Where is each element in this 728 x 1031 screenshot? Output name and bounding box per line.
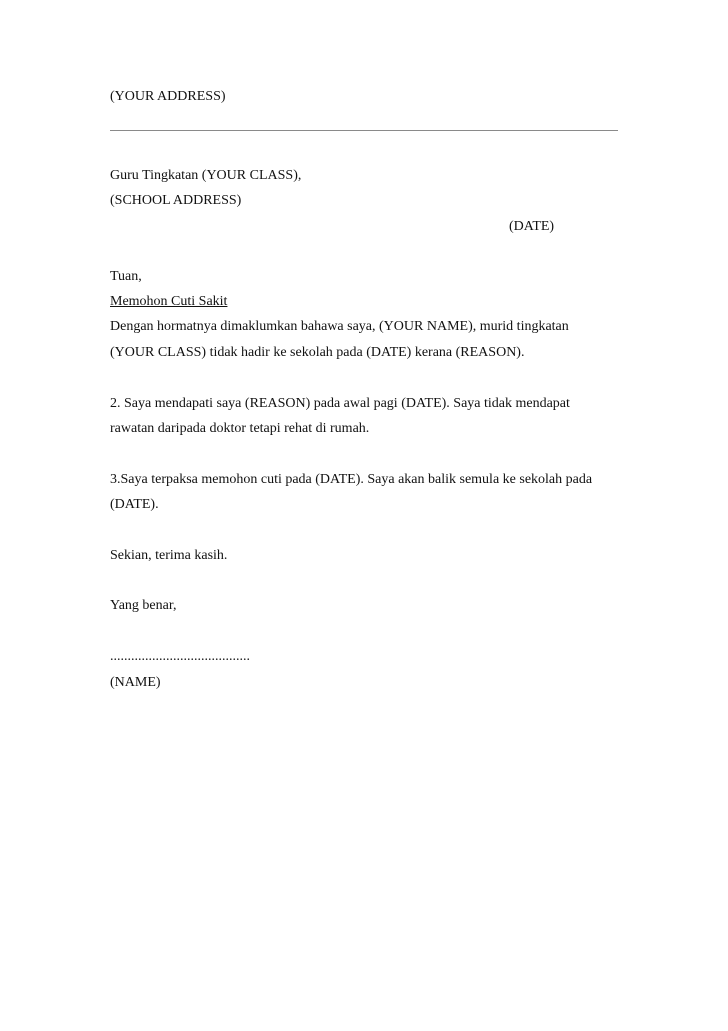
paragraph-1-line-2: (YOUR CLASS) tidak hadir ke sekolah pada (DATE) kerana (REASON). <box>110 345 525 360</box>
paragraph-1-line-1: Dengan hormatnya dimaklumkan bahawa saya, (YOUR NAME), murid tingkatan <box>110 319 569 334</box>
sender-address: (YOUR ADDRESS) <box>110 89 226 104</box>
sign-off: Yang benar, <box>110 598 177 613</box>
paragraph-3-line-2: (DATE). <box>110 497 159 512</box>
paragraph-2-line-2: rawatan daripada doktor tetapi rehat di rumah. <box>110 421 370 436</box>
address-divider <box>110 130 618 131</box>
letter-date: (DATE) <box>509 219 555 234</box>
salutation: Tuan, <box>110 269 142 284</box>
signature-line: ........................................ <box>110 649 250 664</box>
paragraph-2-line-1: 2. Saya mendapati saya (REASON) pada awal pagi (DATE). Saya tidak mendapat <box>110 396 570 411</box>
paragraph-3-line-1: 3.Saya terpaksa memohon cuti pada (DATE). Saya akan balik semula ke sekolah pada <box>110 472 593 487</box>
signer-name: (NAME) <box>110 675 161 690</box>
recipient-line-1: Guru Tingkatan (YOUR CLASS), <box>110 168 302 183</box>
subject-line: Memohon Cuti Sakit <box>110 294 228 309</box>
recipient-line-2: (SCHOOL ADDRESS) <box>110 193 242 208</box>
closing-line: Sekian, terima kasih. <box>110 548 228 563</box>
